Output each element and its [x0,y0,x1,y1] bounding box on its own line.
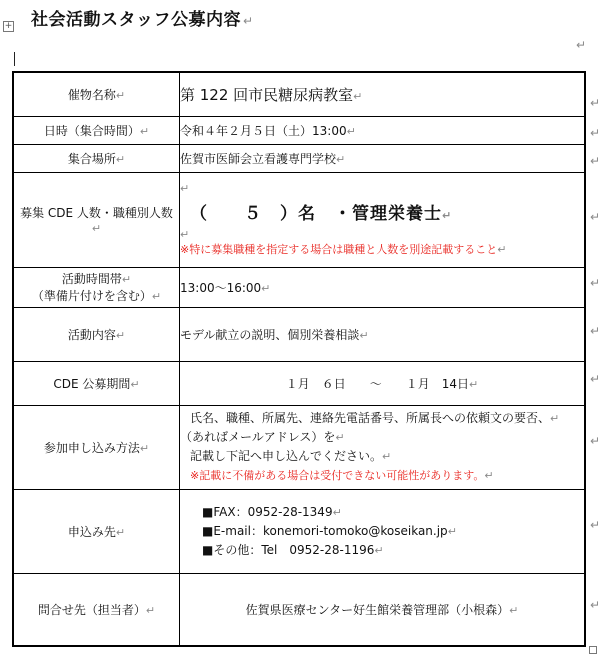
paragraph-mark: ↵ [576,38,587,52]
paragraph-mark: ↵ [590,210,600,224]
value-activity-time[interactable]: 13:00～16:00↵ [180,267,586,307]
label-meeting-place: 集合場所↵ [13,144,180,172]
table-row [13,307,585,361]
table-row [13,573,585,646]
application-line2: （あればメールアドレス）を↵ [180,430,345,444]
value-activity-content[interactable]: モデル献立の説明、個別栄養相談↵ [180,307,586,361]
table-row [13,144,585,172]
table-row [13,361,585,405]
label-cde-period: CDE 公募期間↵ [13,361,180,405]
value-recruit-count[interactable] [180,172,586,267]
table-row [13,267,585,307]
activity-time-label-line2: （準備片付けを含む）↵ [31,289,162,303]
paragraph-mark: ↵ [590,126,600,140]
paragraph-mark: ↵ [590,518,600,532]
value-datetime[interactable]: 令和４年２月５日（土）13:00↵ [180,116,586,144]
paragraph-mark: ↵ [180,182,190,195]
table-row [13,116,585,144]
recruit-count-main: （ ５ ）名 ・管理栄養士↵ [190,204,453,224]
table-row [13,72,585,116]
label-recruit-count: 募集 CDE 人数・職種別人数↵ [13,172,180,267]
table-move-handle-icon[interactable]: + [4,21,13,31]
application-note: ※記載に不備がある場合は受付できない可能性があります。↵ [190,469,494,482]
paragraph-mark: ↵ [590,154,600,168]
label-activity-time [13,267,180,307]
fax-line: ■FAX：0952-28-1349↵ [202,504,342,519]
paragraph-mark: ↵ [590,434,600,448]
activity-time-label-line1: 活動時間帯↵ [61,272,132,286]
label-application-method: 参加申し込み方法↵ [13,405,180,489]
application-line1: 氏名、職種、所属先、連絡先電話番号、所属長への依頼文の要否、↵ [190,411,560,425]
value-inquiry[interactable]: 佐賀県医療センター好生館栄養管理部（小根森）↵ [180,573,586,646]
label-activity-content: 活動内容↵ [13,307,180,361]
paragraph-mark: ↵ [590,96,600,110]
email-line: ■E-mail：konemori-tomoko@koseikan.jp↵ [202,523,457,538]
value-cde-period[interactable]: １月 ６日 ～ １月 14日↵ [180,361,586,405]
value-meeting-place[interactable]: 佐賀市医師会立看護専門学校↵ [180,144,586,172]
label-event-name: 催物名称↵ [13,72,180,116]
page-title: 社会活動スタッフ公募内容 ↵ [31,10,254,30]
application-line3: 記載し下記へ申し込んでください。↵ [190,449,392,463]
value-application-contact[interactable] [180,489,586,573]
table-row [13,489,585,573]
label-application-contact: 申込み先↵ [13,489,180,573]
recruit-note: ※特に募集職種を指定する場合は職種と人数を別途記載すること↵ [180,243,507,256]
paragraph-mark: ↵ [590,372,600,386]
value-event-name[interactable]: 第 122 回市民糖尿病教室↵ [180,72,586,116]
paragraph-mark: ↵ [180,228,190,241]
label-datetime: 日時（集合時間）↵ [13,116,180,144]
table-row [13,405,585,489]
paragraph-mark: ↵ [590,324,600,338]
other-contact-line: ■その他：Tel 0952-28-1196↵ [202,542,384,557]
recruitment-table [12,71,586,647]
label-inquiry: 問合せ先（担当者）↵ [13,573,180,646]
text-cursor [14,52,15,66]
end-of-table-marker [589,646,597,654]
paragraph-mark: ↵ [590,598,600,612]
value-application-method[interactable] [180,405,586,489]
table-row [13,172,585,267]
paragraph-mark: ↵ [590,276,600,290]
